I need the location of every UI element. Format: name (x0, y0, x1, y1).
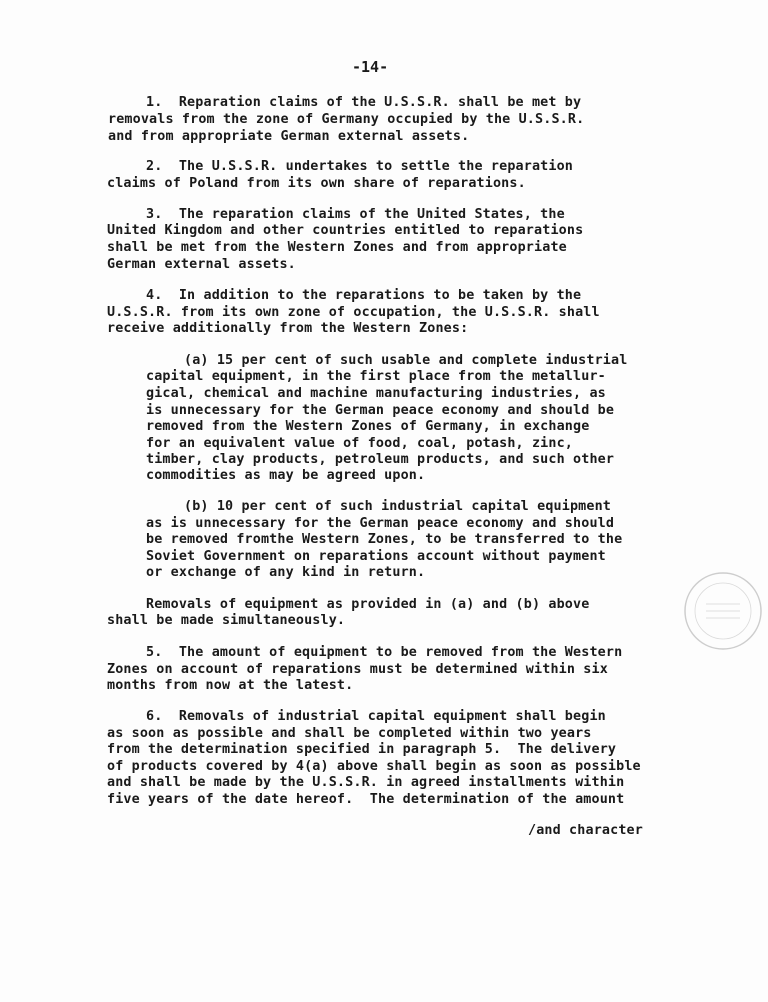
text-line: shall be met from the Western Zones and from appropriate (107, 240, 567, 255)
text-line: and from appropriate German external assets. (108, 129, 470, 144)
text-line: commodities as may be agreed upon. (146, 468, 426, 483)
text-line: 5. The amount of equipment to be removed from the Western (146, 645, 623, 660)
text-line: claims of Poland from its own share of reparations. (107, 176, 526, 191)
text-line: of products covered by 4(a) above shall begin as soon as possible (107, 759, 641, 774)
text-line: five years of the date hereof. The determination of the amount (107, 792, 625, 807)
text-line: (b) 10 per cent of such industrial capital equipment (184, 499, 612, 514)
text-line: for an equivalent value of food, coal, potash, zinc, (146, 436, 574, 451)
text-line: is unnecessary for the German peace economy and should be (146, 403, 615, 418)
archive-stamp-icon (682, 570, 764, 652)
text-line: be removed fromthe Western Zones, to be transferred to the (146, 532, 623, 547)
text-line: 6. Removals of industrial capital equipment shall begin (146, 709, 606, 724)
text-line: removals from the zone of Germany occupied by the U.S.S.R. (108, 112, 585, 127)
text-line: as soon as possible and shall be completed within two years (107, 726, 592, 741)
text-line: U.S.S.R. from its own zone of occupation, the U.S.S.R. shall (107, 305, 600, 320)
text-line: Zones on account of reparations must be determined within six (107, 662, 608, 677)
text-line: removed from the Western Zones of Germany, in exchange (146, 419, 590, 434)
text-line: as is unnecessary for the German peace economy and should (146, 516, 615, 531)
text-line: Removals of equipment as provided in (a) and (b) above (146, 597, 590, 612)
text-line: gical, chemical and machine manufacturing industries, as (146, 386, 606, 401)
text-line: months from now at the latest. (107, 678, 354, 693)
text-line: and shall be made by the U.S.S.R. in agreed installments within (107, 775, 625, 790)
text-line: Soviet Government on reparations account without payment (146, 549, 606, 564)
page-number: -14- (352, 58, 389, 76)
text-line: shall be made simultaneously. (107, 613, 346, 628)
text-line: receive additionally from the Western Zones: (107, 321, 469, 336)
text-line: 1. Reparation claims of the U.S.S.R. shall be met by (146, 95, 582, 110)
text-line: German external assets. (107, 257, 296, 272)
text-line: timber, clay products, petroleum products, and such other (146, 452, 615, 467)
text-line: United Kingdom and other countries entitled to reparations (107, 223, 584, 238)
text-line: 2. The U.S.S.R. undertakes to settle the reparation (146, 159, 574, 174)
text-line: from the determination specified in paragraph 5. The delivery (107, 742, 617, 757)
continuation-text: /and character (528, 823, 643, 838)
text-line: 3. The reparation claims of the United States, the (146, 207, 565, 222)
text-line: capital equipment, in the first place from the metallur- (146, 369, 606, 384)
text-line: or exchange of any kind in return. (146, 565, 426, 580)
text-line: (a) 15 per cent of such usable and complete industrial (184, 353, 628, 368)
text-line: 4. In addition to the reparations to be taken by the (146, 288, 582, 303)
